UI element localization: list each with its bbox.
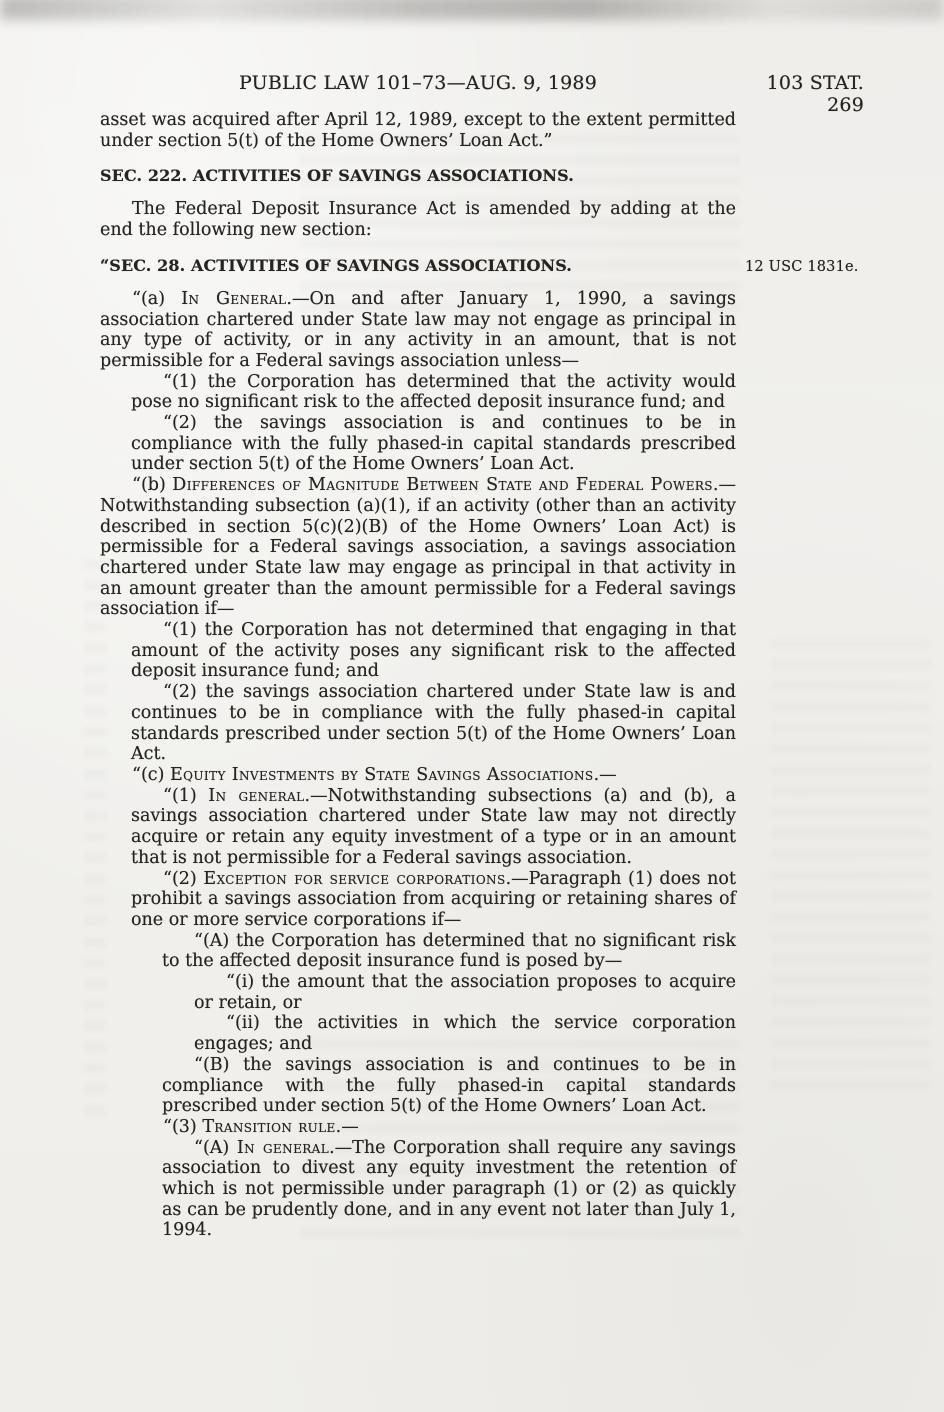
text-run: In General [181, 288, 287, 309]
text-run: .—Notwithstanding subsection (a)(1), if an activity (other than an activity described in section 5(c)(2)(B) of the Home Owners’ Loan Act) is permissible for a Federal savings association, a savings association chartered under State law may engage as principal in that activity in an amount greater than the amount permissible for a Federal savings association if— [100, 475, 736, 620]
statute-paragraph [131, 869, 736, 931]
statute-paragraph [131, 413, 736, 475]
text-run: “(3) [163, 1116, 203, 1137]
text-run: “(2) the savings association is and continues to be in compliance with the fully phased-in capital standards prescribed under section 5(t) of the Home Owners’ Loan Act. [131, 413, 736, 475]
text-run: “(2) the savings association chartered under State law is and continues to be in compliance with the fully phased-in capital standards prescribed under section 5(t) of the Home Owners’ Loan Act. [131, 682, 736, 765]
statute-paragraph [100, 765, 736, 786]
text-run: “(ii) the activities in which the service corporation engages; and [194, 1013, 736, 1055]
statute-paragraph [131, 1117, 736, 1138]
text-run: “(A) the Corporation has determined that no significant risk to the affected deposit insurance fund is posed by— [162, 930, 736, 972]
statute-paragraph [131, 682, 736, 765]
bleed-through-text [770, 640, 930, 1100]
statute-paragraph [162, 1055, 736, 1117]
text-run: “(B) the savings association is and continues to be in compliance with the fully phased-in capital standards prescribed under section 5(t) of the Home Owners’ Loan Act. [162, 1054, 736, 1117]
text-run: “(1) the Corporation has not determined that engaging in that amount of the activity poses any significant risk to the affected deposit insurance fund; and [131, 620, 736, 682]
statute-paragraph [131, 620, 736, 682]
text-run: “SEC. 28. ACTIVITIES OF SAVINGS ASSOCIATIONS. [100, 255, 572, 275]
text-run: “(a) [132, 288, 182, 309]
statute-paragraph [100, 199, 736, 240]
statute-paragraph [131, 786, 736, 869]
text-run: .—Notwithstanding subsections (a) and (b), a savings association chartered under State law may not directly acquire or retain any equity investment of a type or in an amount that is not permissible for a Federal savings association. [131, 785, 736, 868]
text-run: Transition rule [202, 1116, 336, 1137]
text-run: Differences of Magnitude Between State and Federal Powers [172, 475, 713, 496]
statute-text-column [100, 110, 859, 1241]
text-run: SEC. 222. ACTIVITIES OF SAVINGS ASSOCIATIONS. [100, 166, 574, 186]
text-run: In general [208, 785, 305, 806]
text-run: .— [335, 1116, 359, 1137]
text-run: “(i) the amount that the association proposes to acquire or retain, or [194, 972, 736, 1013]
header-statutes-page-number: 103 STAT. 269 [766, 72, 864, 116]
section-heading [100, 166, 736, 186]
statute-paragraph [194, 1013, 736, 1054]
text-run: .—The Corporation shall require any savings association to divest any equity investment the retention of which is not permissible under paragraph (1) or (2) as quickly as can be prudently done, and in any event not later than July 1, 1994. [162, 1137, 736, 1241]
statute-paragraph [194, 972, 736, 1013]
statute-paragraph [100, 289, 736, 372]
text-run: In general [236, 1137, 330, 1158]
section-heading [100, 255, 859, 276]
text-run: .— [593, 764, 617, 785]
text-run: .—On and after January 1, 1990, a savings association chartered under State law may not engage as principal in any type of activity, or in any activity in an amount, that is not permissible for a Federal savings association unless— [100, 288, 736, 371]
text-run: “(2) [163, 868, 204, 889]
text-run: Exception for service corporations [203, 868, 506, 889]
text-run: “(b) [132, 475, 173, 496]
text-run: .—Paragraph (1) does not prohibit a savings association from acquiring or retaining shares of one or more service corporations if— [131, 868, 736, 930]
text-run: “(1) the Corporation has determined that the activity would pose no significant risk to the affected deposit insurance fund; and [131, 371, 736, 413]
statute-paragraph [162, 931, 736, 972]
text-run: “(1) [163, 785, 209, 806]
statute-paragraph [131, 372, 736, 413]
scan-smudge-top [0, 0, 944, 20]
text-run: The Federal Deposit Insurance Act is amended by adding at the end the following new section: [100, 199, 736, 241]
margin-note-usc-citation: 12 USC 1831e. [745, 258, 859, 275]
header-law-citation: PUBLIC LAW 101–73—AUG. 9, 1989 [238, 72, 598, 94]
text-run: “(A) [194, 1137, 237, 1158]
text-run: “(c) [132, 764, 170, 785]
statute-paragraph [100, 475, 736, 620]
text-run: Equity Investments by State Savings Associations [169, 764, 594, 785]
text-run: asset was acquired after April 12, 1989, except to the extent permitted under section 5(t) of the Home Owners’ Loan Act.” [100, 110, 736, 151]
statute-paragraph [100, 110, 736, 151]
statute-paragraph [162, 1138, 736, 1242]
